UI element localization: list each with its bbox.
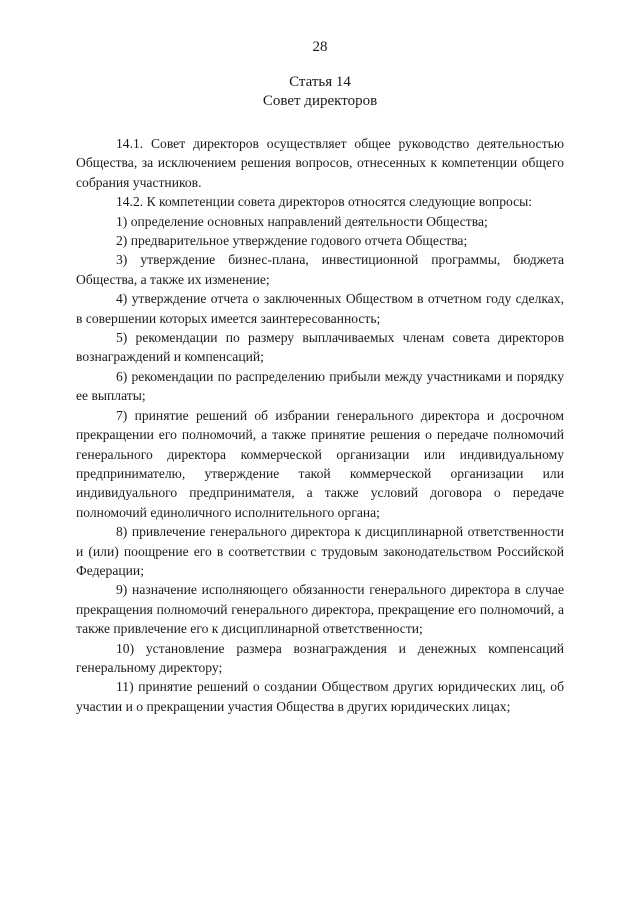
page-number: 28 [312, 39, 328, 55]
list-item-1: 1) определение основных направлений деятельности Общества; [116, 213, 488, 229]
list-item-6: 6) рекомендации по распределению прибыли между участниками и порядку ее выплаты; [76, 368, 564, 404]
paragraph-14-1: 14.1. Совет директоров осуществляет общее руководство деятельностью Общества, за исключением решения вопросов, отнесенных к компетенции общего собрания участников. [76, 136, 564, 190]
document-page [76, 38, 564, 716]
list-item-9: 9) назначение исполняющего обязанности генерального директора в случае прекращения полномочий генерального директора, прекращение его полномочий, а также привлечение его к дисциплинарной ответственности; [76, 582, 564, 637]
list-item-8: 8) привлечение генерального директора к дисциплинарной ответственности и (или) поощрение его в соответствии с трудовым законодательством Российской Федерации; [76, 524, 564, 578]
list-item-11: 11) принятие решений о создании Обществом других юридических лиц, об участии и о прекращении участия Общества в других юридических лицах; [76, 679, 564, 714]
article-number: Статья 14 [289, 74, 351, 90]
article-title: Совет директоров [262, 93, 378, 109]
list-item-10: 10) установление размера вознаграждения и денежных компенсаций генеральному директору; [76, 640, 564, 675]
list-item-5: 5) рекомендации по размеру выплачиваемых членам совета директоров вознаграждений и компенсаций; [76, 330, 564, 365]
list-item-7: 7) принятие решений об избрании генерального директора и досрочном прекращении его полномочий, а также принятие решения о передаче полномочий генерального директора коммерческой организации или индивидуальному предпринимателю, утверждение такой коммерческой организации или индивидуального предпринимателя, а также условий договора о передаче полномочий единоличного исполнительного органа; [76, 407, 564, 520]
list-item-2: 2) предварительное утверждение годового отчета Общества; [116, 233, 468, 249]
article-body [76, 134, 564, 716]
article-heading [76, 73, 564, 111]
paragraph-14-2: 14.2. К компетенции совета директоров относятся следующие вопросы: [116, 194, 533, 210]
list-item-3: 3) утверждение бизнес-плана, инвестиционной программы, бюджета Общества, а также их изменение; [76, 252, 564, 287]
list-item-4: 4) утверждение отчета о заключенных Обществом в отчетном году сделках, в совершении которых имеется заинтересованность; [76, 291, 564, 326]
